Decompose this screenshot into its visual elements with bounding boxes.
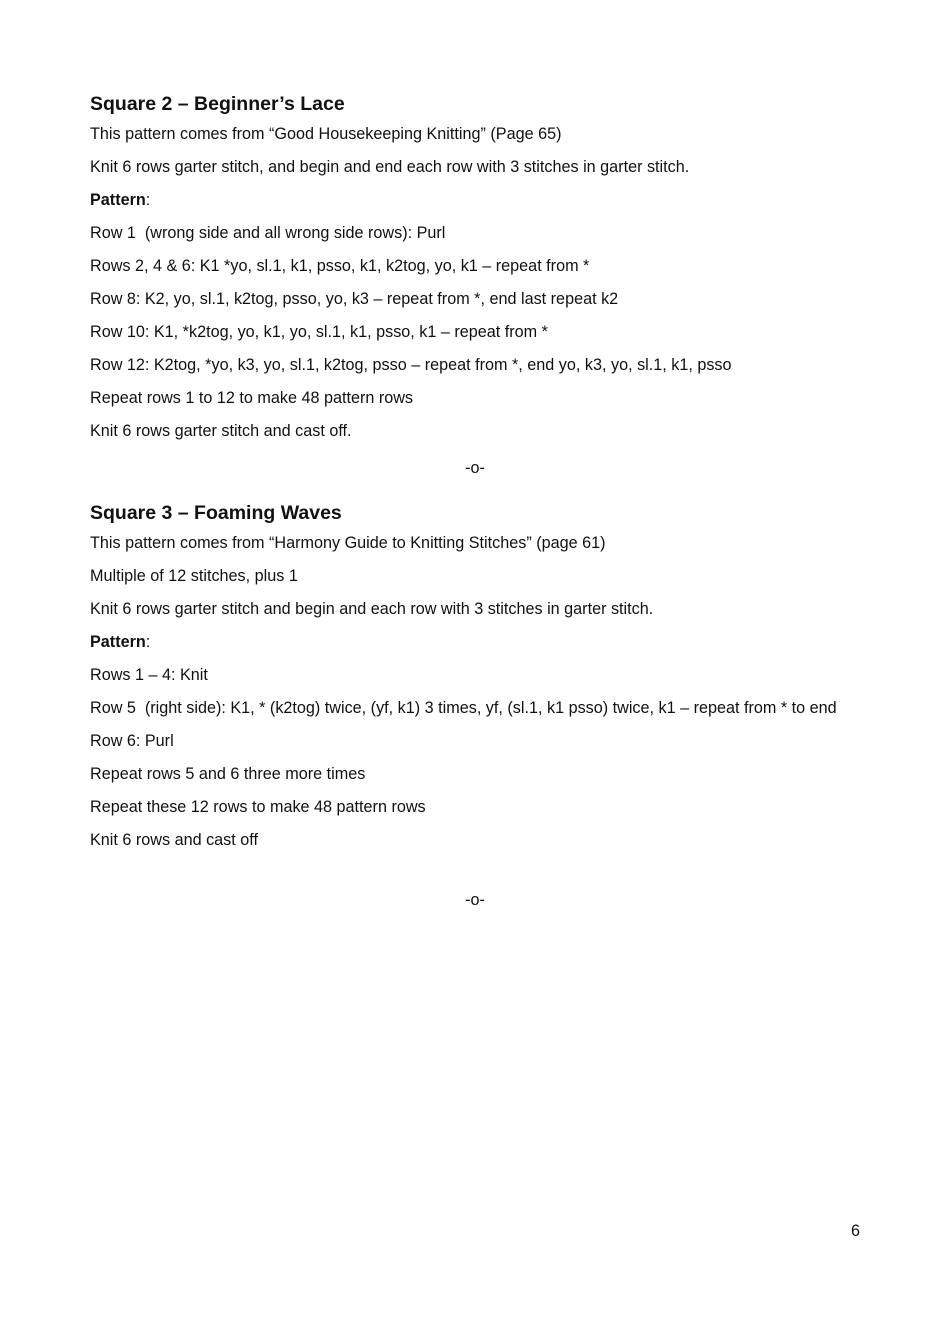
- page-number: 6: [850, 1222, 860, 1240]
- square-3-section: [90, 500, 860, 862]
- square-3-source: This pattern comes from “Harmony Guide to Knitting Stitches” (page 61): [90, 534, 606, 552]
- square-2-section: [90, 91, 860, 453]
- square-3-repeat-rows: Repeat rows 5 and 6 three more times: [90, 765, 366, 783]
- square-3-rows-1-4: Rows 1 – 4: Knit: [90, 666, 208, 684]
- pattern-label-colon: :: [145, 633, 151, 651]
- square-3-row-5: Row 5 (right side): K1, * (k2tog) twice, (yf, k1) 3 times, yf, (sl.1, k1 psso) twice, k1 – repeat from * to end: [90, 699, 837, 717]
- square-2-row-8: Row 8: K2, yo, sl.1, k2tog, psso, yo, k3 – repeat from *, end last repeat k2: [90, 290, 619, 308]
- square-2-row-1: Row 1 (wrong side and all wrong side rows): Purl: [90, 224, 446, 242]
- pattern-label-colon: :: [145, 191, 151, 209]
- square-3-row-6: Row 6: Purl: [90, 732, 174, 750]
- square-3-multiple: Multiple of 12 stitches, plus 1: [90, 567, 298, 585]
- document-page: [90, 0, 860, 1344]
- square-2-cast-off: Knit 6 rows garter stitch and cast off.: [90, 422, 352, 440]
- square-2-source: This pattern comes from “Good Housekeeping Knitting” (Page 65): [90, 125, 562, 143]
- pattern-label-text: Pattern: [90, 191, 146, 209]
- square-2-row-12: Row 12: K2tog, *yo, k3, yo, sl.1, k2tog, psso – repeat from *, end yo, k3, yo, sl.1, k1, psso: [90, 356, 732, 374]
- section-separator: -o-: [465, 891, 485, 909]
- square-2-row-10: Row 10: K1, *k2tog, yo, k1, yo, sl.1, k1, psso, k1 – repeat from *: [90, 323, 548, 341]
- square-3-title: Square 3 – Foaming Waves: [90, 502, 342, 524]
- square-2-intro: Knit 6 rows garter stitch, and begin and end each row with 3 stitches in garter stitch.: [90, 158, 690, 176]
- square-2-rows-2-4-6: Rows 2, 4 & 6: K1 *yo, sl.1, k1, psso, k1, k2tog, yo, k1 – repeat from *: [90, 257, 590, 275]
- square-3-cast-off: Knit 6 rows and cast off: [90, 831, 258, 849]
- square-2-repeat-note: Repeat rows 1 to 12 to make 48 pattern rows: [90, 389, 414, 407]
- section-separator: -o-: [465, 459, 485, 477]
- pattern-label-text: Pattern: [90, 633, 146, 651]
- square-2-title: Square 2 – Beginner’s Lace: [90, 93, 345, 115]
- square-3-intro: Knit 6 rows garter stitch and begin and each row with 3 stitches in garter stitch.: [90, 600, 654, 618]
- square-3-repeat-note: Repeat these 12 rows to make 48 pattern rows: [90, 798, 426, 816]
- square-2-pattern-label: [90, 189, 860, 212]
- square-3-pattern-label: [90, 631, 860, 654]
